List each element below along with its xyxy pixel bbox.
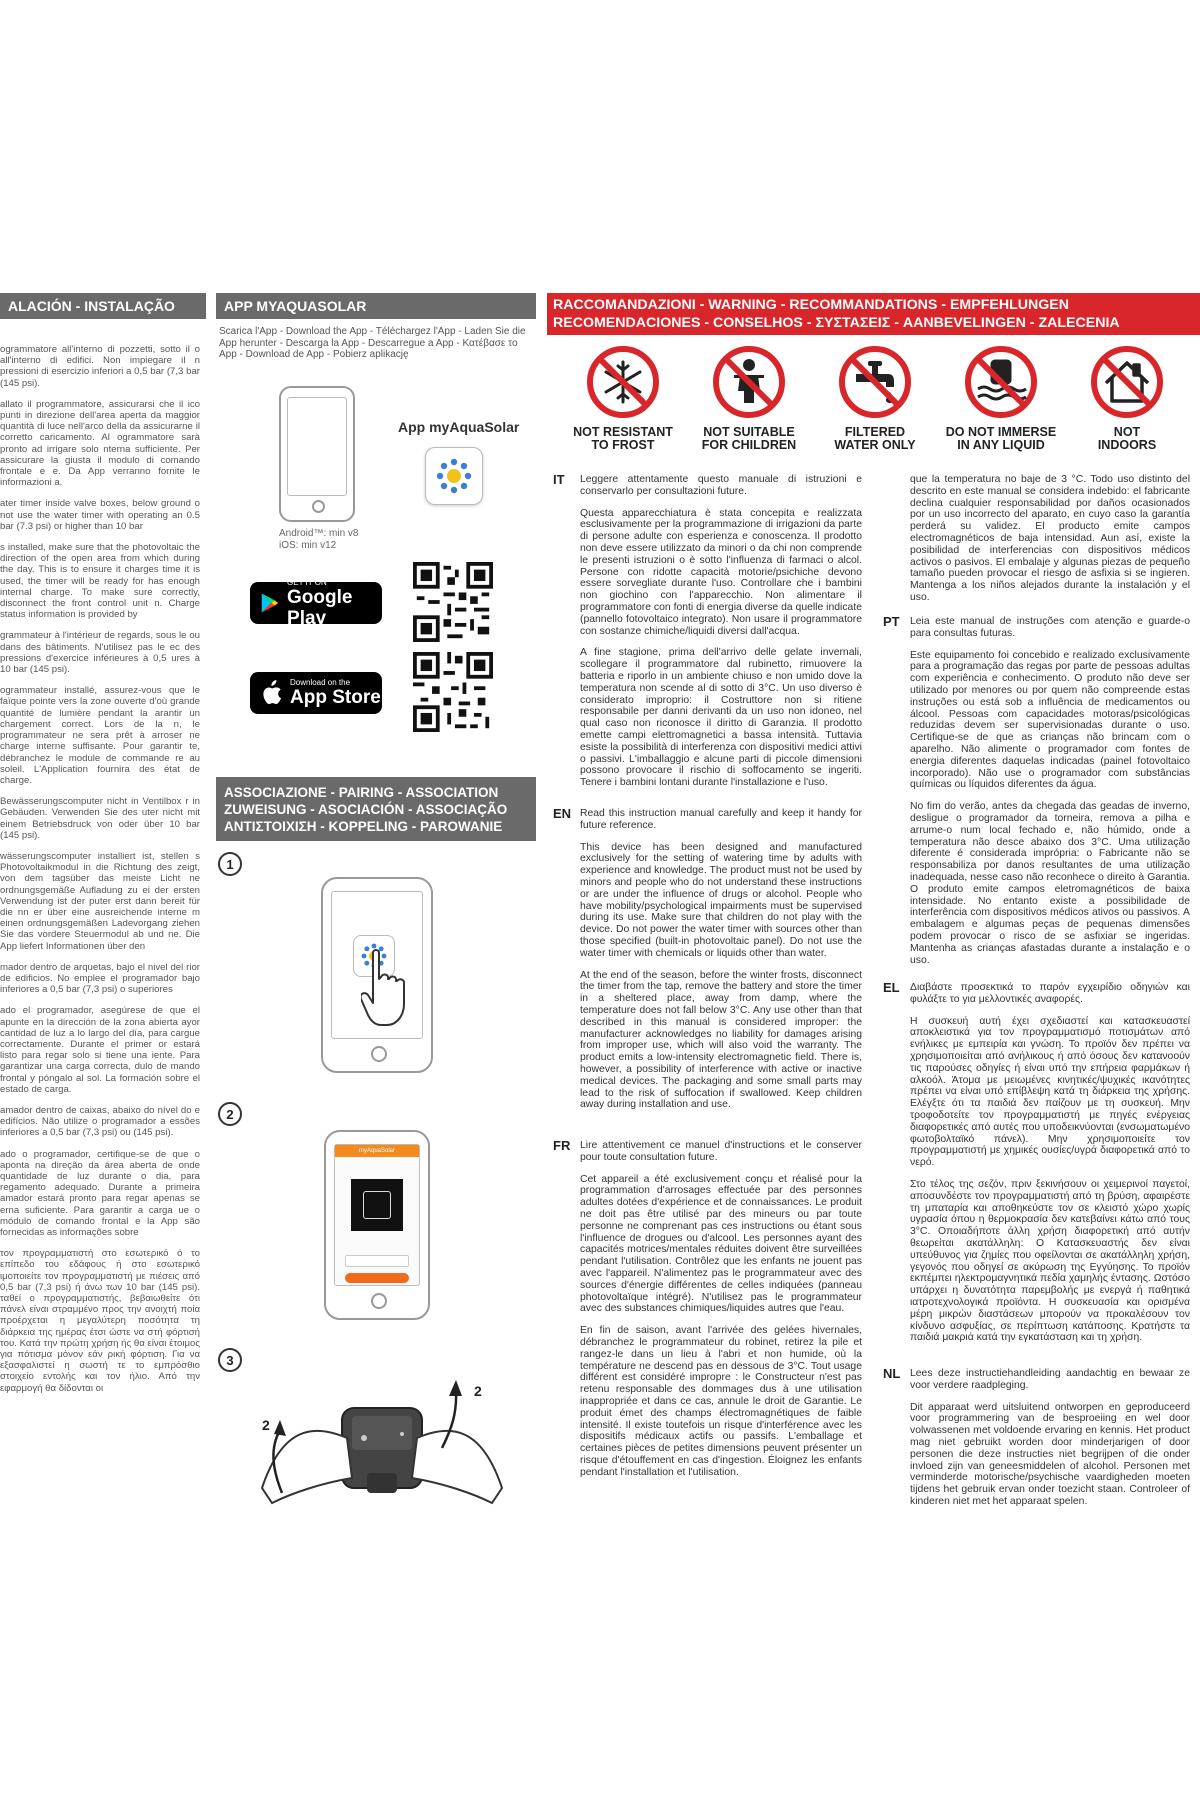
no-tap-water-icon [838, 345, 912, 419]
qr-code-google-play[interactable] [413, 562, 493, 642]
step-3-number: 3 [218, 1348, 242, 1372]
warning-label-line: NOT RESISTANT [573, 425, 673, 439]
installation-paragraph: ado el programador, asegúrese de que el apunte en la dirección de la zona abierta ayor cantidad de luz a lo largo del día, para cargue correctamente. Durante el primer or estará listo para regar solo si tiene una iente. Para garantizar una carga correcta, dulo de mando frontal y póngalo al sol. La formación sobre el estado de carga. [0, 1005, 200, 1095]
phone-screen [287, 397, 347, 496]
installation-text-column [0, 344, 200, 1404]
arrow-label-left: 2 [262, 1417, 270, 1433]
installation-paragraph: ater timer inside valve boxes, below ground o not use the water timer with operating an 0.5 bar (7.3 psi) or higher than 10 bar [0, 498, 200, 532]
no-frost-icon [586, 345, 660, 419]
app-download-text: Scarica l'App - Download the App - Téléchargez l'App - Laden Sie die App herunter - Descarga la App - Descarregue a App - Κατέβασε το App - Download de App - Pobierz aplikację [219, 326, 526, 360]
section-pt [883, 614, 1190, 976]
installation-paragraph: mador dentro de arquetas, bajo el nivel del rior de edificios. No emplee el programador bajo inferiores a 0,5 bar (7,3 psi) o superiores [0, 961, 200, 996]
language-code-el: EL [883, 980, 900, 995]
google-play-icon [260, 591, 279, 615]
app-header [216, 293, 536, 319]
section-paragraph: Lire attentivement ce manuel d'instructions et le conserver pour toute consultation future. [580, 1140, 862, 1163]
installation-paragraph: ogrammatore all'interno di pozzetti, sotto il o all'interno di edifici. Non impiegare il n pressioni di esercizio inferiori a 0,5 bar (7,3 bar (145 psi). [0, 344, 200, 389]
warning-label-line: NOT [1113, 425, 1141, 439]
section-el [883, 980, 1190, 1354]
detach-control-unit-illustration [252, 1368, 512, 1508]
warnings-header [547, 293, 1200, 335]
installation-paragraph: amador dentro de caixas, abaixo do nível do e edifícios. Não utilize o programador a essões inferiores a 0,5 bar (7,3 psi) ou (145 psi). [0, 1104, 200, 1139]
section-paragraph: que la temperatura no baje de 3 °C. Todo uso distinto del descrito en este manual se considera indebido: el fabricante declina cualquier responsabilidad por daños ocasionados por un uso incorrecto del aparato, en cuyo caso la garantía perderá su validez. El producto emite campos electromagnéticos de baja intensidad. Aun así, existe la posibilidad de interferencias con dispositivos médicos activos o pasivos. El embalaje y algunas piezas de pequeño tamaño pueden provocar el riesgo de asfixia si se ingieren. Mantenga a los niños alejados durante la instalación y el uso. [910, 474, 1190, 603]
installation-paragraph: s installed, make sure that the photovoltaic the direction of the open area from which during the day. This is to ensure it charges time it is used, the timer will be ready for has enough internal charge. To make sure correctly, disconnect the front control unit n. Charge status information is provided by [0, 542, 200, 621]
warning-label-line: WATER ONLY [834, 438, 916, 452]
section-paragraph: Διαβάστε προσεκτικά το παρόν εγχειρίδιο οδηγιών και φυλάξτε το για μελλοντικές αναφορές. [910, 982, 1190, 1005]
section-es-continued [910, 474, 1190, 614]
step-1-number: 1 [218, 852, 242, 876]
app-icon[interactable] [425, 447, 483, 505]
installation-header-text: ALACIÓN - INSTALAÇÃO [8, 298, 175, 314]
section-en [553, 806, 862, 1121]
apple-icon [260, 680, 282, 706]
warning-label-line: NOT SUITABLE [703, 425, 795, 439]
warning-label-children [685, 426, 813, 452]
app-store-small-text: Download on the [290, 678, 351, 687]
warning-label-line: IN ANY LIQUID [957, 438, 1045, 452]
app-screen-input [345, 1255, 409, 1267]
step-1-phone [321, 877, 433, 1073]
section-it [553, 472, 862, 799]
language-code-fr: FR [553, 1138, 571, 1153]
installation-header [0, 293, 206, 319]
ios-requirement: iOS: min v12 [279, 540, 337, 551]
warning-label-water [811, 426, 939, 452]
warning-label-line: DO NOT IMMERSE [945, 425, 1057, 439]
warning-label-indoors [1063, 426, 1191, 452]
installation-paragraph: grammateur à l'intérieur de regards, sous le ou dans des bâtiments. N'utilisez pas le ec des pressions d'exercice inférieures à 0,5 ures à 10 bar (145 psi). [0, 630, 200, 676]
pairing-header-line2: ZUWEISUNG - ASOCIACIÓN - ASSOCIAÇÃO [224, 801, 508, 817]
google-play-small-text: GET IT ON [287, 577, 327, 587]
warning-label-line: INDOORS [1097, 438, 1157, 452]
tapping-hand-icon [361, 949, 421, 1029]
step-1-home-button [371, 1046, 387, 1062]
section-paragraph: Dit apparaat werd uitsluitend ontworpen en geproduceerd voor programmering van de besproeiing en wel door volwassenen met voldoende ervaring en kennis. Het product mag niet gebruikt worden door minderjarigen of door personen die deze instructies niet begrijpen of die onder invloed zijn van geneesmiddelen of alcohol. Personen met verminderde motorische/psychische vaardigheden moeten tijdens het gebruik ervan onder toezicht staan. Controleer of kinderen niet met het apparaat spelen. [910, 1401, 1190, 1507]
section-paragraph: At the end of the season, before the winter frosts, disconnect the timer from the tap, remove the battery and store the timer in a sheltered place, away from damp, where the temperature does not fall below 3°C. Any use other than that described in this manual is considered improper: the manufacturer acknowledges no liability for damages arising from improper use, which will also void the warranty. The product emits a low-intensity electromagnetic field. There is, however, a possibility of interference with active or inactive medical devices. The packaging and some small parts may lead to the risk of suffocation if swallowed. Keep children away during installation and use. [580, 969, 862, 1111]
section-paragraph: A fine stagione, prima dell'arrivo delle gelate invernali, scollegare il programmatore dal rubinetto, rimuovere la batteria e riporlo in un ambiente chiuso e non umido dove la temperatura non scende al di sotto di 3°C. Un uso diverso è considerato improprio: il Costruttore non si ritiene responsabile per danni derivanti da un uso non idoneo, nel qual caso non riconosce il diritto di Garanzia. Il prodotto emette campi elettromagnetici a bassa intensità. Tuttavia esiste la possibilità di interferenza con dispositivi medici attivi o passivi. L'imballaggio e alcune parti di piccole dimensioni possono provocare il rischio di soffocamento se ingeriti. Tenere i bambini lontani durante l'installazione e l'uso. [580, 647, 862, 789]
installation-paragraph: ogrammateur installé, assurez-vous que le faïque pointe vers la zone ouverte d'où grande quantité de lumière pendant la arantir un chargement correct. Lors de la n, le programmateur ne sera prêt à arroser ne charge interne suffisante. Pour garantir te, débranchez le module de commande re au soleil. L'Application fournira des état de charge. [0, 685, 200, 786]
arrow-label-right: 2 [474, 1383, 482, 1399]
section-paragraph: Leggere attentamente questo manuale di istruzioni e conservarlo per consultazioni future. [580, 474, 862, 497]
scan-target-box [363, 1191, 391, 1219]
google-play-big-text: Google Play [287, 586, 353, 629]
section-nl [883, 1366, 1190, 1518]
camera-scan-frame [351, 1179, 403, 1231]
language-code-nl: NL [883, 1366, 901, 1381]
no-immerse-icon [964, 345, 1038, 419]
qr-code-app-store[interactable] [413, 652, 493, 732]
section-fr [553, 1138, 862, 1489]
installation-paragraph: τον προγραμματιστή στο εσωτερικό ό το επίπεδο του εδάφους ή στο εσωτερικό ιμοποιείτε τον προγραμματιστή με πιέσεις από 0,5 bar (7,3 psi) ή άνω των 10 bar (145 psi). ταθεί ο προγραμματιστής, βεβαιωθείτε ότι πάνελ είναι στραμμένο προς την ανοιχτή ποία προέρχεται η μεγαλύτερη ποσότητα τη διάρκεια της ημέρας έτσι ώστε να στή φόρτισή του. Κατά την πρώτη χρήση ής θα είναι έτοιμος για πότισμα μόνον εάν ρική φόρτιση. Για να εξασφαλιστεί η σωστή τε το εμπρόσθιο στοιχείο εντολής και τον ήλιο. Από την εφαρμογή θα δίδονται οι [0, 1248, 200, 1394]
no-indoors-icon [1090, 345, 1164, 419]
warnings-header-line1: RACCOMANDAZIONI - WARNING - RECOMMANDATIONS - EMPFEHLUNGEN [553, 297, 1069, 313]
warning-label-immerse [937, 426, 1065, 452]
app-name-label: App myAquaSolar [398, 419, 520, 435]
language-code-it: IT [553, 472, 565, 487]
section-paragraph: No fim do verão, antes da chegada das geadas de inverno, desligue o programador da torneira, remova a pilha e arrume-o num local fechado e, não húmido, onde a temperatura não desce abaixo dos 3°C. Uma utilização diferente é considerada imprópria: o Fabricante não se responsabiliza por danos resultantes de uma utilização inadequada, nesse caso não reconhece o direito à Garantia. O produto emite campos eletromagnéticos de baixa intensidade. No entanto existe a possibilidade de interferência com dispositivos médicos ativos ou passivos. A embalagem e algumas peças de pequenas dimensões podem provocar o risco de se asfixiar se ingeridas. Mantenha as crianças afastadas durante a instalação e o uso. [910, 801, 1190, 966]
warning-label-frost [559, 426, 687, 452]
section-paragraph: Este equipamento foi concebido e realizado exclusivamente para a programação das regas por parte de pessoas adultas com experiência e conhecimento. O produto não deve ser utilizado por menores ou por quem não compreende estas instruções ou está sob a influência de medicamentos ou álcool. Pessoas com capacidades motoras/psicológicas reduzidas devem ser supervisionadas durante o uso. Certifique-se de que as crianças não brincam com o aparelho. Não alimente o programador com fontes de energia diferentes daquelas indicadas (painel fotovoltaico incorporado). Não use o programador com substâncias químicas ou líquidos diferentes da água. [910, 649, 1190, 791]
warning-label-line: TO FROST [591, 438, 655, 452]
installation-paragraph: allato il programmatore, assicurarsi che il ico punti in direzione dell'area aperta da maggior quantità di luce nell'arco della da assicurarne il corretto caricamento. Al ogrammatore sarà pronto ad irrigare solo nterna sufficiente. Per assicurare la giusta il modulo di comando frontale e e. Da App verranno fornite le informazioni a. [0, 398, 200, 489]
pairing-header [216, 777, 536, 841]
section-paragraph: This device has been designed and manufactured exclusively for the setting of watering time by adults with experience and knowledge. The product must not be used by minors and people who do not understand these instructions or are under the influence of drugs or alcohol. People who have mobility/psychological impairments must be supervised during its use. Make sure that children do not play with the device. Do not power the water timer with sources other than those specified (built-in photovoltaic panel). Do not use the water timer with chemicals or liquids other than water. [580, 841, 862, 959]
section-paragraph: Η συσκευή αυτή έχει σχεδιαστεί και κατασκευαστεί αποκλειστικά για τον προγραμματισμό ποτισμάτων από ενήλικες με εμπειρία και γνώση. Το προϊόν δεν πρέπει να χρησιμοποιείται από ανήλικους ή από όσους δεν κατανοούν τις παρούσες οδηγίες ή είναι υπό την επήρεια φαρμάκων ή αλκοόλ. Άτομα με μειωμένες κινητικές/ψυχικές ικανότητες πρέπει να είναι υπό επίβλεψη κατά τη διάρκεια της χρήσης. Ελέγξτε ότι τα παιδιά δεν παίζουν με τη συσκευή. Μην τροφοδοτείτε τον προγραμματιστή με πηγές ενέργειας διαφορετικές από αυτές που υποδεικνύονται (ενσωματωμένο φωτοβολταϊκό πάνελ). Μην χρησιμοποιείτε τον προγραμματιστή με χημικές ουσίες/υγρά διαφορετικά από το νερό. [910, 1015, 1190, 1169]
step-2-home-button [371, 1293, 387, 1309]
android-requirement: Android™: min v8 [279, 528, 359, 539]
step-2-phone-screen [334, 1144, 420, 1286]
section-paragraph: Read this instruction manual carefully and keep it handy for future reference. [580, 808, 862, 831]
section-paragraph: Leia este manual de instruções com atenção e guarde-o para consultas futuras. [910, 616, 1190, 639]
google-play-badge[interactable] [250, 577, 382, 629]
phone-illustration [279, 386, 355, 522]
pairing-header-line1: ASSOCIAZIONE - PAIRING - ASSOCIATION [224, 784, 499, 800]
warnings-header-line2: RECOMENDACIONES - CONSELHOS - ΣΥΣΤΑΣΕΙΣ - AANBEVELINGEN - ZALECENIA [553, 315, 1120, 331]
installation-paragraph: Bewässerungscomputer nicht in Ventilbox r in Gebäuden. Verwenden Sie des uter nicht mit einem Betriebsdruck von oder über 10 bar (145 psi). [0, 796, 200, 841]
installation-paragraph: ado o programador, certifique-se de que o aponta na direção da área aberta de onde quantidade de luz durante o dia, para regamento adequado. Durante a primeira amador estará pronto para regar apenas se erna suficiente. Para garantir a carga ue o módulo de comando frontal e la App são fornecidas as informações sobre [0, 1148, 200, 1239]
language-code-pt: PT [883, 614, 900, 629]
app-screen-button [345, 1273, 409, 1283]
section-paragraph: Cet appareil a été exclusivement conçu et réalisé pour la programmation d'arrosages effectuée par des personnes adultes dotées d'expérience et de connaissances. Le produit ne doit pas être utilisé par des mineurs ou par toute personne ne comprenant pas ces instructions ou étant sous l'influence de drogues ou d'alcool. Les personnes ayant des capacités motrices/mentales réduites doivent être surveillées pendant l'utilisation. Contrôlez que les enfants ne jouent pas avec l'appareil. N'alimentez pas le programmateur avec des sources d'énergie différentes de celles indiquées (panneau photovoltaïque intégré). N'utilisez pas le programmateur avec des substances chimiques/liquides autres que l'eau. [580, 1173, 862, 1315]
section-paragraph: En fin de saison, avant l'arrivée des gelées hivernales, débranchez le programmateur du robinet, retirez la pile et rangez-le dans un lieu à l'abri et non humide, où la température ne descend pas en dessous de 3°C. Tout usage différent est considéré impropre : le Constructeur n'est pas retenu responsable des dommages dus à une utilisation inappropriée et dans ce cas, annule le droit de Garantie. Le produit émet des champs électromagnétiques de faible intensité. Il existe toutefois un risque d'interférence avec les dispositifs médicaux actifs ou passifs. L'emballage et certaines pièces de petites dimensions peuvent présenter un risque d'étouffement en cas d'ingestion. Éloignez les enfants pendant l'installation et l'utilisation. [580, 1325, 862, 1478]
step-2-number: 2 [218, 1102, 242, 1126]
warning-label-line: FILTERED [844, 425, 906, 439]
phone-home-button [312, 500, 325, 513]
app-store-big-text: App Store [290, 687, 381, 708]
section-paragraph: Lees deze instructiehandleiding aandachtig en bewaar ze voor verdere raadpleging. [910, 1368, 1190, 1391]
warning-label-line: FOR CHILDREN [701, 438, 797, 452]
step-2-phone [324, 1130, 430, 1320]
section-paragraph: Questa apparecchiatura è stata concepita e realizzata esclusivamente per la programmazione di irrigazioni da parte di persone adulte con esperienza e conoscenza. Il prodotto non deve essere utilizzato da minori o da chi non comprende le presenti istruzioni o è sotto l'influenza di farmaci o alcol. Persone con ridotte capacità motorie/psichiche devono essere sorvegliate durante l'uso. Controllare che i bambini non giochino con l'apparecchio. Non alimentare il programmatore con fonti di energia diverse da quelle indicate (pannello fotovoltaico integrato). Non usare il programmatore con sostanze chimiche/liquidi diversi dall'acqua. [580, 507, 862, 637]
app-screen-topbar: myAquaSolar [335, 1145, 419, 1157]
no-children-icon [712, 345, 786, 419]
section-paragraph: Στο τέλος της σεζόν, πριν ξεκινήσουν οι χειμερινοί παγετοί, αποσυνδέστε τον προγραμματιστή από τη βρύση, αφαιρέστε τη μπαταρία και αποθηκεύστε τον σε κλειστό χώρο χωρίς υγρασία όπου η θερμοκρασία δεν κατεβαίνει κάτω από τους 3°C. Οποιαδήποτε άλλη χρήση διαφορετική από αυτήν θεωρείται ακατάλληλη: Ο Κατασκευαστής δεν είναι υπεύθυνος για ζημίες που οφείλονται σε ακατάλληλη χρήση, γεγονός που οδηγεί σε ακύρωση της Εγγύησης. Το προϊόν εκπέμπει ηλεκτρομαγνητικά πεδία χαμηλής έντασης. Ωστόσο υπάρχει η δυνατότητα παρεμβολής με ενεργά ή παθητικά ιατροτεχνολογικά προϊόντα. Η συσκευασία και ορισμένα μέρη μικρών διαστάσεων μπορούν να προκαλέσουν τον κίνδυνο ασφυξίας, σε περίπτωση κατάποσης. Κρατήστε τα παιδιά μακριά κατά την εγκατάσταση και τη χρήση. [910, 1178, 1190, 1344]
pairing-header-line3: ΑΝΤΙΣΤΟΙΧΙΣΗ - KOPPELING - PAROWANIE [224, 818, 503, 834]
sun-flower-icon [426, 448, 482, 504]
language-code-en: EN [553, 806, 572, 821]
installation-paragraph: wässerungscomputer installiert ist, stellen s Photovoltaikmodul in die Richtung des zeigt, von dem tagsüber das meiste Licht ne ordnungsgemäße Aufladung zu ei der ersten Verwendung ist der puter erst dann bereit für die nn er über eine ausreichende interne m einen ordnungsgemäßen Ladevorgang ziehen Sie das vordere Steuermodul ab und ne. Die App liefert Informationen über den [0, 850, 200, 952]
app-store-badge[interactable] [250, 672, 382, 714]
app-header-text: APP MYAQUASOLAR [224, 298, 367, 314]
